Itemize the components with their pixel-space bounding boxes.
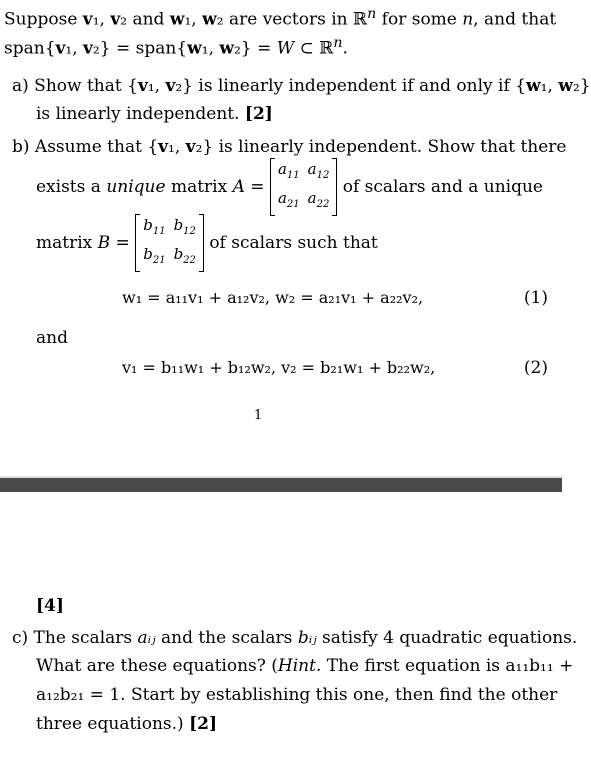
equation-1: w₁ = a₁₁v₁ + a₁₂v₂, w₂ = a₂₁v₁ + a₂₂v₂, [122,288,424,307]
and-text: and [36,328,68,348]
part-b-line-1: b) Assume that {v₁, v₂} is linearly independent. Show that there [12,137,567,157]
part-b-label: b) [12,137,30,157]
page-number: 1 [254,408,263,423]
matrix-b: $b_{11}$ $b_{12}$ $b_{21}$ $b_{22}$ [135,214,204,272]
part-c-line-1: c) The scalars aᵢⱼ and the scalars bᵢⱼ satisfy 4 quadratic equations. [12,628,578,648]
equation-2-number: (2) [523,358,548,378]
part-a-marks: [2] [244,104,273,124]
matrix-a: $a_{11}$ $a_{12}$ $a_{21}$ $a_{22}$ [270,158,337,216]
part-b-line-3: matrix B = $b_{11}$ $b_{12}$ $b_{21}$ $b_{22}$ of scalars such that [36,214,378,272]
part-b-marks: [4] [36,596,64,616]
intro-line-2: span{v₁, v₂} = span{w₁, w₂} = W ⊂ ℝ$^n$. [4,35,348,59]
part-b-line-2: exists a unique matrix A = $a_{11}$ $a_{12}$ $a_{21}$ $a_{22}$ of scalars and a unique [36,158,543,216]
part-c-line-2: What are these equations? (Hint. The first equation is a₁₁b₁₁ + [36,656,574,676]
part-c-label: c) [12,628,29,648]
part-c-line-4: three equations.) [2] [36,714,217,734]
equation-2: v₁ = b₁₁w₁ + b₁₂w₂, v₂ = b₂₁w₁ + b₂₂w₂, [122,358,436,377]
page-divider [0,478,562,492]
part-c-marks: [2] [189,714,217,734]
part-a-label: a) [12,76,29,96]
intro-line-1: Suppose v₁, v₂ and w₁, w₂ are vectors in ℝ$^n$ for some n, and that [4,6,557,30]
part-a-line-1: a) Show that {v₁, v₂} is linearly independent if and only if {w₁, w₂} [12,76,591,96]
page-2 [0,492,578,764]
equation-1-number: (1) [523,288,548,308]
part-c-line-3: a₁₂b₂₁ = 1. Start by establishing this one, then find the other [36,685,558,705]
part-a-line-2: is linearly independent. [2] [36,104,273,124]
